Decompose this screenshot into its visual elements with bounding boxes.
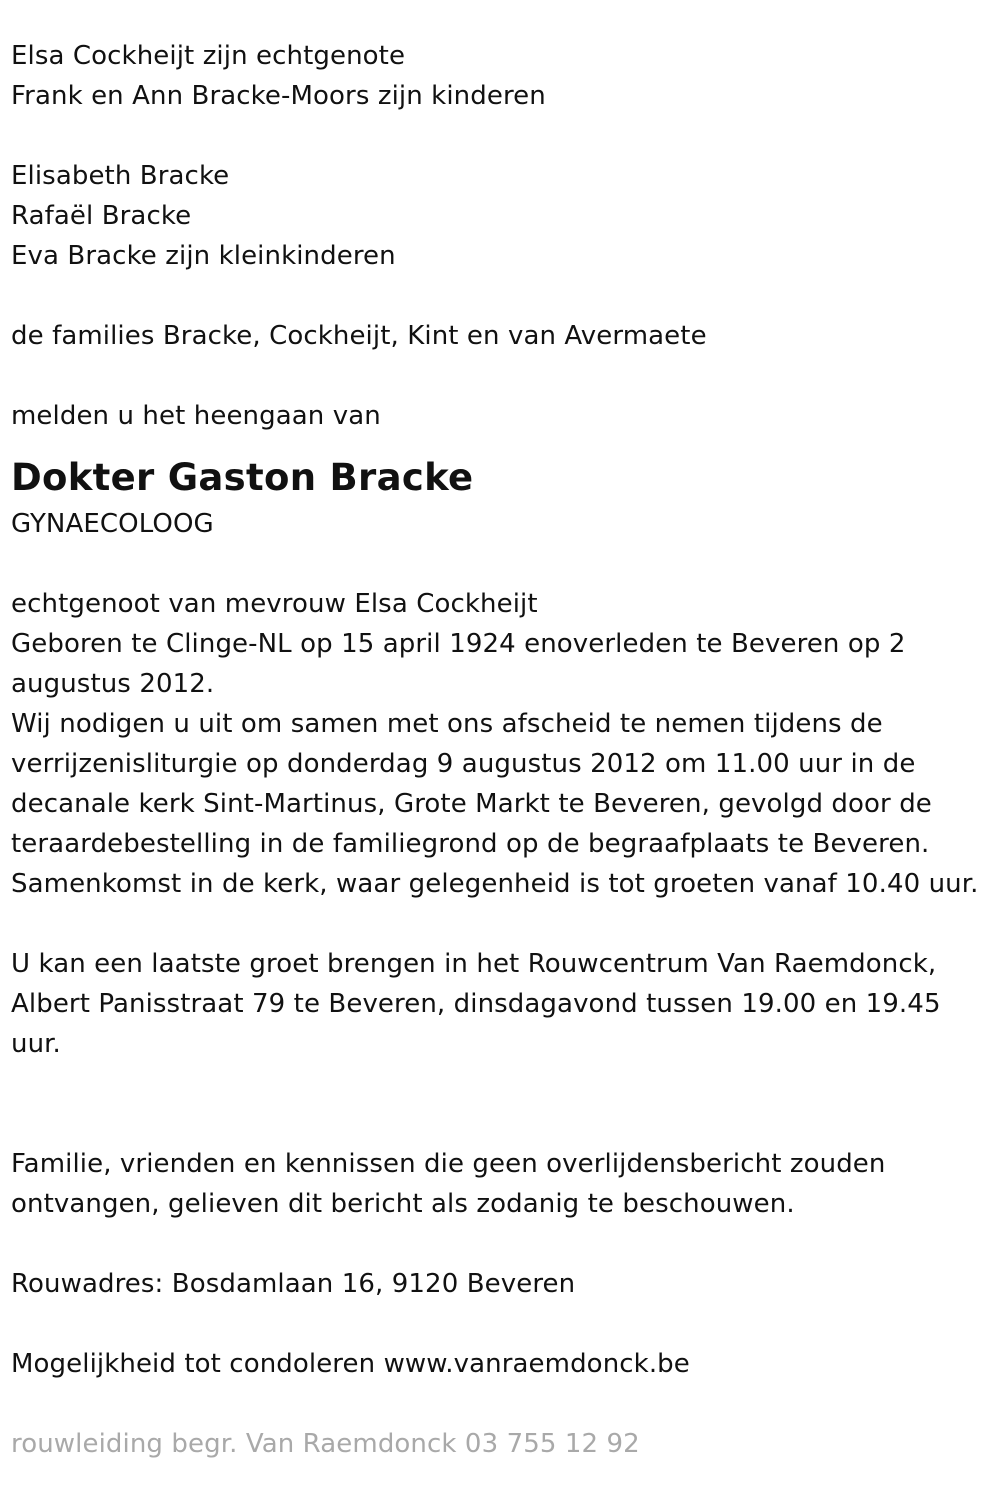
spacer (11, 116, 1000, 156)
mourning-address: Rouwadres: Bosdamlaan 16, 9120 Beveren (11, 1269, 576, 1299)
details-block (11, 584, 1000, 904)
spacer (11, 544, 1000, 584)
details-line: echtgenoot van mevrouw Elsa Cockheijt (11, 589, 538, 619)
visitation-block (11, 944, 1000, 1064)
spacer (11, 1384, 1000, 1424)
children-line: Frank en Ann Bracke-Moors zijn kinderen (11, 81, 546, 111)
families-line: de families Bracke, Cockheijt, Kint en van Avermaete (11, 321, 707, 351)
spouse-line: Elsa Cockheijt zijn echtgenote (11, 41, 406, 71)
spacer (11, 904, 1000, 944)
funeral-director-footer: rouwleiding begr. Van Raemdonck 03 755 12 92 (11, 1429, 640, 1459)
notice-line: Familie, vrienden en kennissen die geen overlijdensbericht zouden (11, 1149, 886, 1179)
details-line: augustus 2012. (11, 669, 215, 699)
spacer (11, 1064, 1000, 1144)
grandchild-line: Eva Bracke zijn kleinkinderen (11, 241, 396, 271)
details-line: teraardebestelling in de familiegrond op de begraafplaats te Beveren. (11, 829, 930, 859)
details-line: verrijzenisliturgie op donderdag 9 augustus 2012 om 11.00 uur in de (11, 749, 916, 779)
visitation-line: Albert Panisstraat 79 te Beveren, dinsdagavond tussen 19.00 en 19.45 (11, 989, 941, 1019)
spacer (11, 1224, 1000, 1264)
details-line: decanale kerk Sint-Martinus, Grote Markt te Beveren, gevolgd door de (11, 789, 932, 819)
deceased-name: Dokter Gaston Bracke (11, 456, 474, 499)
visitation-line: U kan een laatste groet brengen in het Rouwcentrum Van Raemdonck, (11, 949, 937, 979)
details-line: Wij nodigen u uit om samen met ons afscheid te nemen tijdens de (11, 709, 883, 739)
condolence-line: Mogelijkheid tot condoleren www.vanraemdonck.be (11, 1349, 690, 1379)
notice-block (11, 1144, 1000, 1224)
details-line: Geboren te Clinge-NL op 15 april 1924 enoverleden te Beveren op 2 (11, 629, 906, 659)
spacer (11, 276, 1000, 316)
spacer (11, 1304, 1000, 1344)
visitation-line: uur. (11, 1029, 61, 1059)
grandchild-line: Rafaël Bracke (11, 201, 192, 231)
notice-line: ontvangen, gelieven dit bericht als zodanig te beschouwen. (11, 1189, 795, 1219)
details-line: Samenkomst in de kerk, waar gelegenheid is tot groeten vanaf 10.40 uur. (11, 869, 979, 899)
announce-line: melden u het heengaan van (11, 401, 381, 431)
spacer (11, 356, 1000, 396)
deceased-profession: GYNAECOLOOG (11, 509, 214, 539)
grandchild-line: Elisabeth Bracke (11, 161, 230, 191)
